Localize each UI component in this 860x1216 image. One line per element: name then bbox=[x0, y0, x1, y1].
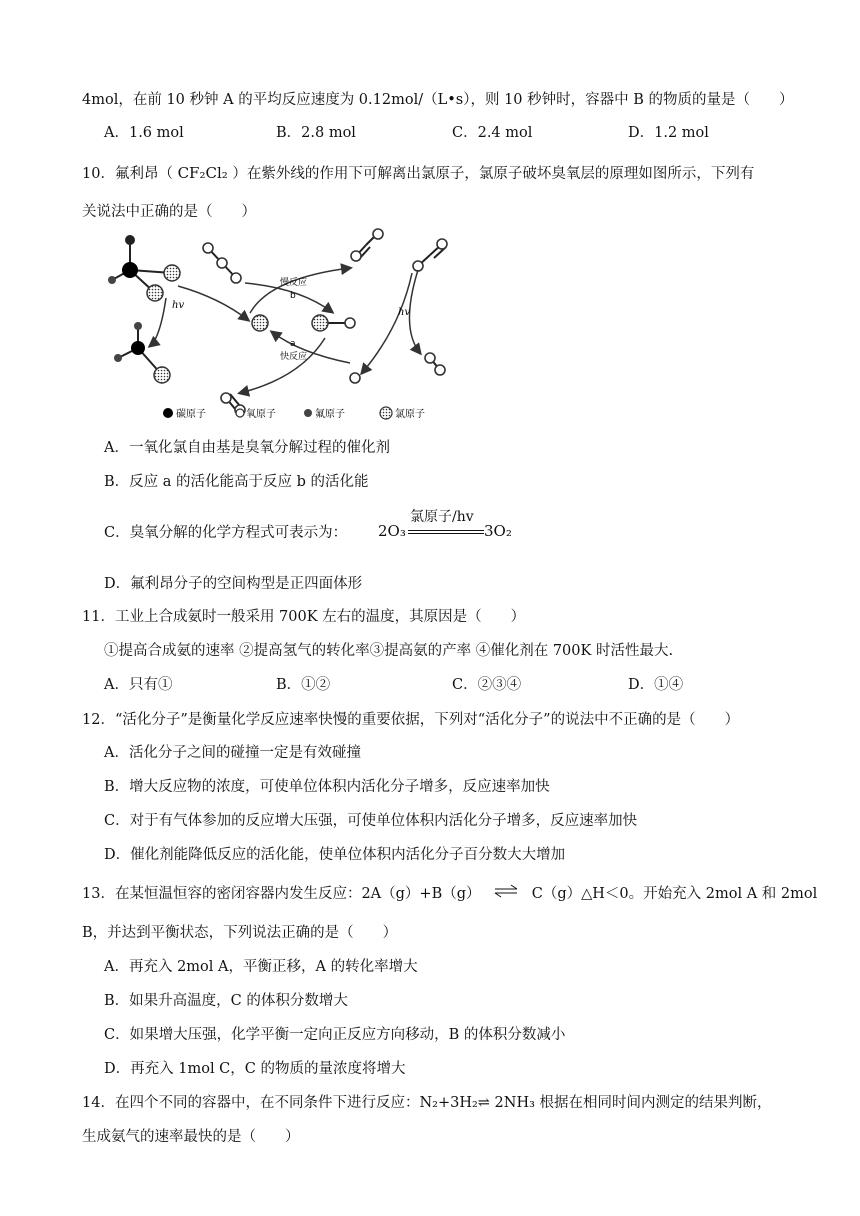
q9-option-a: A．1.6 mol bbox=[104, 125, 184, 141]
q13-stem-line2: B，并达到平衡状态，下列说法正确的是（ ） bbox=[82, 925, 398, 941]
label-b: b bbox=[290, 291, 296, 301]
q13-option-b: B．如果升高温度，C 的体积分数增大 bbox=[104, 993, 348, 1009]
q12-option-a: A．活化分子之间的碰撞一定是有效碰撞 bbox=[104, 745, 361, 761]
q10-option-d: D．氟利昂分子的空间构型是正四面体形 bbox=[104, 576, 363, 592]
q13-option-d: D．再充入 1mol C，C 的物质的量浓度将增大 bbox=[104, 1061, 406, 1077]
label-hv-2: hv bbox=[398, 307, 411, 318]
legend-fluorine: 氟原子 bbox=[315, 409, 345, 420]
q11-option-b: B．①② bbox=[276, 677, 331, 693]
ozone-equation-condition: 氯原子/hv bbox=[410, 509, 474, 525]
legend-carbon: 碳原子 bbox=[176, 409, 206, 420]
q9-option-d: D．1.2 mol bbox=[628, 125, 709, 141]
equation-line-bottom bbox=[408, 533, 484, 534]
q9-stem: 4mol，在前 10 秒钟 A 的平均反应速度为 0.12mol/（L•s），则 10 秒钟时，容器中 B 的物质的量是（ ） bbox=[82, 92, 794, 108]
q10-option-c: C．臭氧分解的化学方程式可表示为： bbox=[104, 525, 348, 541]
cf2cl2-formula: CF₂Cl₂ bbox=[177, 164, 228, 182]
q9-option-c: C．2.4 mol bbox=[452, 125, 533, 141]
q9-option-b: B．2.8 mol bbox=[276, 125, 356, 141]
q11-option-c: C．②③④ bbox=[452, 677, 522, 693]
q12-stem: 12．“活化分子”是衡量化学反应速率快慢的重要依据，下列对“活化分子”的说法中不正确的是（ ） bbox=[82, 712, 740, 728]
equation-line-top bbox=[408, 530, 484, 531]
q10-option-a: A．一氧化氯自由基是臭氧分解过程的催化剂 bbox=[104, 440, 390, 456]
label-slow-reaction: 慢反应 bbox=[280, 278, 308, 288]
q14-stem: 14．在四个不同的容器中，在不同条件下进行反应：N₂+3H₂⇌ 2NH₃ 根据在相同时间内测定的结果判断， bbox=[82, 1095, 772, 1111]
equilibrium-arrow-icon bbox=[493, 884, 519, 904]
q14-stem-line2: 生成氨气的速率最快的是（ ） bbox=[82, 1129, 300, 1145]
q12-option-b: B．增大反应物的浓度，可使单位体积内活化分子增多，反应速率加快 bbox=[104, 779, 550, 795]
q11-option-d: D．①④ bbox=[628, 677, 684, 693]
label-hv-1: hv bbox=[172, 300, 185, 311]
q11-items: ①提高合成氨的速率 ②提高氢气的转化率③提高氨的产率 ④催化剂在 700K 时活性最大. bbox=[104, 643, 674, 659]
q10-stem: 10．氟利昂（ CF₂Cl₂ ）在紫外线的作用下可解离出氯原子，氯原子破坏臭氧层的原理如图所示，下列有 bbox=[82, 164, 755, 182]
q13-stem: 13．在某恒温恒容的密闭容器内发生反应：2A（g）+B（g） C（g）△H＜0。开始充入 2mol A 和 2mol bbox=[82, 886, 818, 902]
legend-chlorine: 氯原子 bbox=[395, 409, 425, 420]
legend-oxygen: 氧原子 bbox=[246, 409, 276, 420]
q11-option-a: A．只有① bbox=[104, 677, 173, 693]
q13-option-c: C．如果增大压强，化学平衡一定向正反应方向移动，B 的体积分数减小 bbox=[104, 1027, 566, 1043]
q10-stem-line2: 关说法中正确的是（ ） bbox=[82, 204, 256, 220]
ozone-equation-right: 3O₂ bbox=[484, 522, 512, 540]
q11-stem: 11．工业上合成氨时一般采用 700K 左右的温度，其原因是（ ） bbox=[82, 609, 526, 625]
label-fast-reaction: 快反应 bbox=[280, 352, 308, 362]
ozone-destruction-diagram bbox=[100, 228, 472, 428]
label-a: a bbox=[290, 339, 296, 349]
q13-option-a: A．再充入 2mol A，平衡正移，A 的转化率增大 bbox=[104, 959, 418, 975]
q12-option-d: D．催化剂能降低反应的活化能，使单位体积内活化分子百分数大大增加 bbox=[104, 847, 566, 863]
q12-option-c: C．对于有气体参加的反应增大压强，可使单位体积内活化分子增多，反应速率加快 bbox=[104, 813, 638, 829]
ozone-equation-left: 2O₃ bbox=[378, 522, 406, 540]
q10-option-b: B．反应 a 的活化能高于反应 b 的活化能 bbox=[104, 474, 369, 490]
